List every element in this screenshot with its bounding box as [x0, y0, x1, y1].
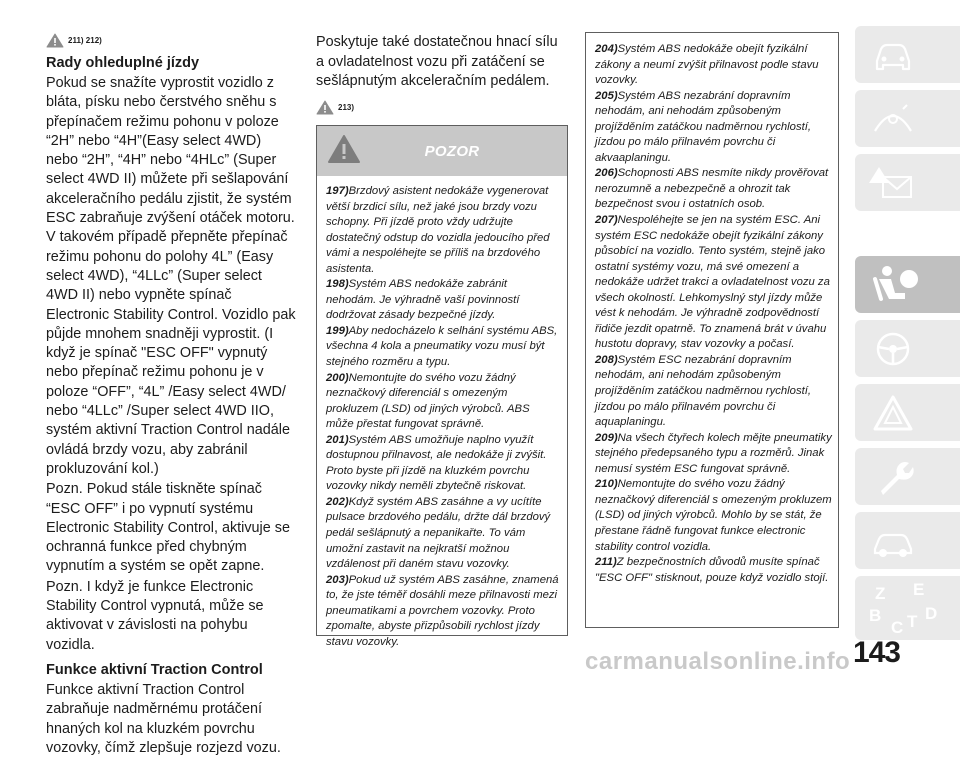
warning-ref-numbers: 211) 212) — [68, 35, 102, 45]
warning-ref-number: 213) — [338, 103, 355, 112]
caution-note: 199)Aby nedocházelo k selhání systému ABS, všechna 4 kola a pneumatiky vozu musí být stejného rozměru a typu. — [326, 324, 558, 369]
paragraph-traction-control: Funkce aktivní Traction Control zabraňuje nadměrnému protáčení hnaných kol na kluzkém povrchu vozovky, čímž zlepšuje rozjezd vozu. — [46, 681, 281, 756]
tab-starting-driving[interactable] — [855, 320, 960, 377]
tab-emergency[interactable] — [855, 384, 960, 441]
watermark: carmanualsonline.info — [585, 648, 851, 675]
svg-text:T: T — [907, 612, 918, 631]
warning-envelope-icon — [869, 163, 917, 203]
tab-safety-messages[interactable] — [855, 154, 960, 211]
caution-note: 207)Nespoléhejte se jen na systém ESC. Ani systém ESC nedokáže obejít fyzikální zákony působící na vozidlo. Tento systém, stejně jako ostatní systémy vozu, má své omezení a nedokáže udržet trakci a ovladatelnost vozu za všech okolností. Lehkomyslný styl jízdy může vést k nehodám. Je výhradně zodpovědností řidiče jezdit opatrně. To znamená brát v úvahu hustotu dopravy, stav vozovky a počasí. — [595, 214, 830, 351]
caution-note: 201)Systém ABS umožňuje naplno využít dostupnou přilnavost, ale nedokáže ji zvýšit. Proto byste při jízdě na kluzkém povrchu vozovky nikdy neměli zbytečně riskovat. — [326, 433, 547, 493]
caution-note: 208)Systém ESC nezabrání dopravním nehodám, ani nehodám způsobeným projížděním zatáčkou nadměrnou rychlostí, jízdou po málo přilnavém povrchu či aquaplaningu. — [595, 353, 812, 429]
caution-note: 211)Z bezpečnostních důvodů musíte spínač "ESC OFF" stisknout, pouze když vozidlo stojí. — [595, 556, 829, 584]
section-heading-traction-control: Funkce aktivní Traction Control — [46, 661, 263, 678]
caution-note: 200)Nemontujte do svého vozu žádný neznačkový diferenciál s omezeným prokluzem (LSD) od jiných výrobců. ABS může přestat fungovat správně. — [326, 371, 530, 431]
wrench-icon — [869, 457, 917, 497]
svg-text:D: D — [925, 604, 938, 623]
warning-reference-213 — [316, 100, 568, 116]
caution-note: 197)Brzdový asistent nedokáže vygenerovat větší brzdicí sílu, než jaké jsou brzdy vozu schopny. Při jízdě proto vždy udržujte dostatečný odstup do vozidla jedoucího před vámi a nespoléhejte se příliš na brzdového asistenta. — [326, 185, 550, 275]
paragraph-note-esc-motion: Pozn. I když je funkce Electronic Stability Control vypnutá, může se aktivovat v závislosti na pohybu vozidla. — [46, 578, 264, 653]
dashboard-info-icon — [869, 99, 917, 139]
car-specs-icon — [869, 521, 917, 561]
tab-car-overview[interactable] — [855, 26, 960, 83]
tab-index[interactable] — [855, 576, 960, 640]
warning-triangle-icon — [316, 100, 334, 115]
caution-note: 205)Systém ABS nezabrání dopravním nehodám, ani nehodám způsobeným projížděním zatáčkou nadměrnou rychlostí, jízdou po málo přilnavém povrchu či akvaaplaningu. — [595, 89, 812, 164]
middle-column — [316, 32, 568, 116]
tab-technical-data[interactable] — [855, 512, 960, 569]
caution-note: 202)Když systém ABS zasáhne a vy ucítíte pulsace brzdového pedálu, držte dál brzdový pedál sešlápnutý a nepanikařte. To vám umožní zastavit na nejkratší možnou vzdálenost při daném stavu vozovky. — [326, 495, 551, 571]
caution-note: 206)Schopnosti ABS nesmíte nikdy prověřovat nerozumně a nebezpečně a ohrozit tak bezpečnost svou i ostatních osob. — [595, 167, 829, 211]
paragraph-traction-control-cont: Poskytuje také dostatečnou hnací sílu a ovladatelnost vozu při zatáčení se sešlápnutým akceleračním pedálem. — [316, 34, 558, 89]
caution-note: 204)Systém ABS nedokáže obejít fyzikální zákony a neumí zvýšit přilnavost podle stavu vozovky. — [595, 43, 819, 87]
page-number: 143 — [852, 636, 900, 669]
paragraph-note-esc-off: Pozn. Pokud stále tiskněte spínač “ESC OFF” i po vypnutí systému Electronic Stability Control, aktivuje se ochranná funkce před chybným vypnutím a systém se opět zapne. — [46, 481, 290, 575]
paragraph-vehicle-recovery: Pokud se snažíte vyprostit vozidlo z bláta, písku nebo čerstvého sněhu s přepínačem režimu pohonu v poloze “2H” nebo “4H”(Easy select 4WD) nebo “2H”, “4H” nebo “4HLc” (Super select 4WD II) můžete při sešlapování akceleračního pedálu zjistit, že systém ESC zabraňuje zvýšení otáček motoru. V takovém případě přepněte přepínač režimu pohonu do polohy 4L” (Easy select 4WD), “4LLc” (Super select 4WD II) nebo vypněte spínač Electronic Stability Control. Vozidlo pak půjde mnohem snadněji vyprostit. (I když je spínač "ESC OFF" vypnutý nebo přepínač režimu pohonu je v poloze “OFF”, “4L” /Easy select 4WD/ nebo “4LLc” /Super select 4WD IIO, systém aktivní Traction Control nadále ovládá brzdy vozu, aby zabránil prokluzování kol.) — [46, 75, 296, 477]
svg-text:C: C — [891, 618, 904, 637]
svg-text:E: E — [913, 580, 925, 599]
section-heading-driving-tips: Rady ohleduplné jízdy — [46, 55, 200, 71]
svg-text:Z: Z — [875, 584, 886, 603]
caution-note: 203)Pokud už systém ABS zasáhne, znamená to, že jste téměř dosáhli meze přilnavosti mezi pneumatikami a povrchem vozovky. Proto zpomalte, abyste přizpůsobili rychlost jízdy stavu vozovky. — [326, 573, 559, 648]
caution-triangle-icon — [327, 134, 361, 164]
tab-maintenance[interactable] — [855, 448, 960, 505]
caution-notes — [317, 176, 567, 650]
right-caution-box — [585, 32, 839, 628]
caution-note: 209)Na všech čtyřech kolech mějte pneumatiky stejného předepsaného typu a rozměrů. Jinak nemusí systém ESC fungovat správně. — [595, 431, 832, 475]
caution-title: POZOR — [424, 142, 480, 160]
caution-box — [316, 125, 568, 648]
caution-note: 210)Nemontujte do svého vozu žádný neznačkový diferenciál s omezeným prokluzem (LSD) od jiných výrobců. Mohlo by se stát, že přestane řádně fungovat funkce electronic stability control vozidla. — [595, 478, 832, 553]
left-column — [46, 32, 296, 758]
car-front-icon — [869, 35, 917, 75]
index-letters-icon — [869, 579, 941, 637]
svg-text:B: B — [869, 606, 882, 625]
warning-reference — [46, 32, 296, 48]
caution-header — [317, 126, 567, 176]
steering-wheel-icon — [869, 329, 917, 369]
warning-triangle-icon — [869, 393, 917, 433]
tab-safety[interactable] — [855, 256, 960, 313]
caution-note: 198)Systém ABS nedokáže zabránit nehodám. Je výhradně vaší povinností dodržovat zásady bezpečné jízdy. — [326, 278, 520, 322]
airbag-seat-icon — [869, 263, 921, 307]
tab-dashboard[interactable] — [855, 90, 960, 147]
chapter-tabs — [855, 26, 960, 648]
warning-triangle-icon — [46, 33, 64, 48]
